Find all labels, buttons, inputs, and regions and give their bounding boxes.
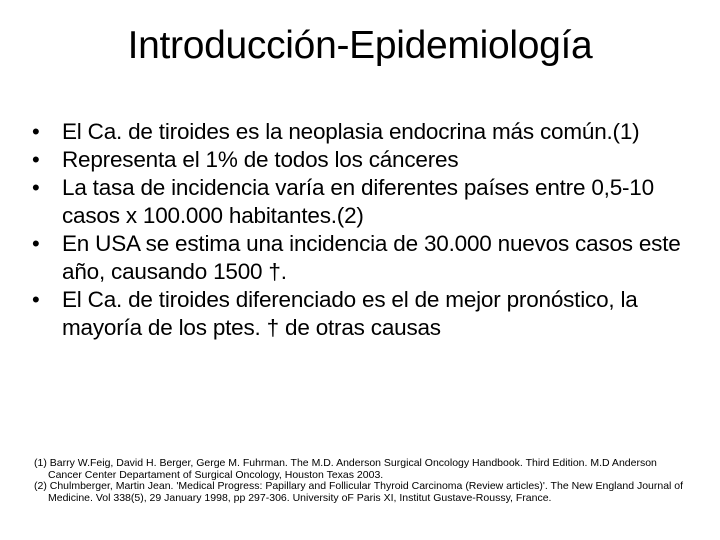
reference-item: (2) Chulmberger, Martin Jean. 'Medical Progress: Papillary and Follicular Thyroid Carcinoma (Review articles)'. The New England Journal of Medicine. Vol 338(5), 29 January 1998, pp 297-306. University oF Paris XI, Institut Gustave-Roussy, France. [34,480,684,504]
bullet-item [32,174,692,230]
bullet-item [32,230,692,286]
reference-item: (1) Barry W.Feig, David H. Berger, Gerge M. Fuhrman. The M.D. Anderson Surgical Oncology Handbook. Third Edition. M.D Anderson Cancer Center Departament of Surgical Oncology, Houston Texas 2003. [34,457,657,481]
bullet-text: El Ca. de tiroides es la neoplasia endocrina más común.(1) [62,119,640,144]
bullet-text: La tasa de incidencia varía en diferentes países entre 0,5-10 casos x 100.000 habitantes.(2) [62,175,654,228]
bullet-text: Representa el 1% de todos los cánceres [62,147,459,172]
bullet-item [32,146,692,174]
slide-title: Introducción-Epidemiología [127,24,593,67]
bullet-list [32,118,692,342]
bullet-marker: • [32,287,40,312]
bullet-marker: • [32,175,40,200]
bullet-text: El Ca. de tiroides diferenciado es el de mejor pronóstico, la mayoría de los ptes. † de otras causas [62,287,638,340]
bullet-item [32,286,692,342]
references [34,458,684,504]
bullet-text: En USA se estima una incidencia de 30.000 nuevos casos este año, causando 1500 †. [62,231,681,284]
bullet-item [32,118,692,146]
bullet-marker: • [32,119,40,144]
bullet-marker: • [32,147,40,172]
bullet-marker: • [32,231,40,256]
